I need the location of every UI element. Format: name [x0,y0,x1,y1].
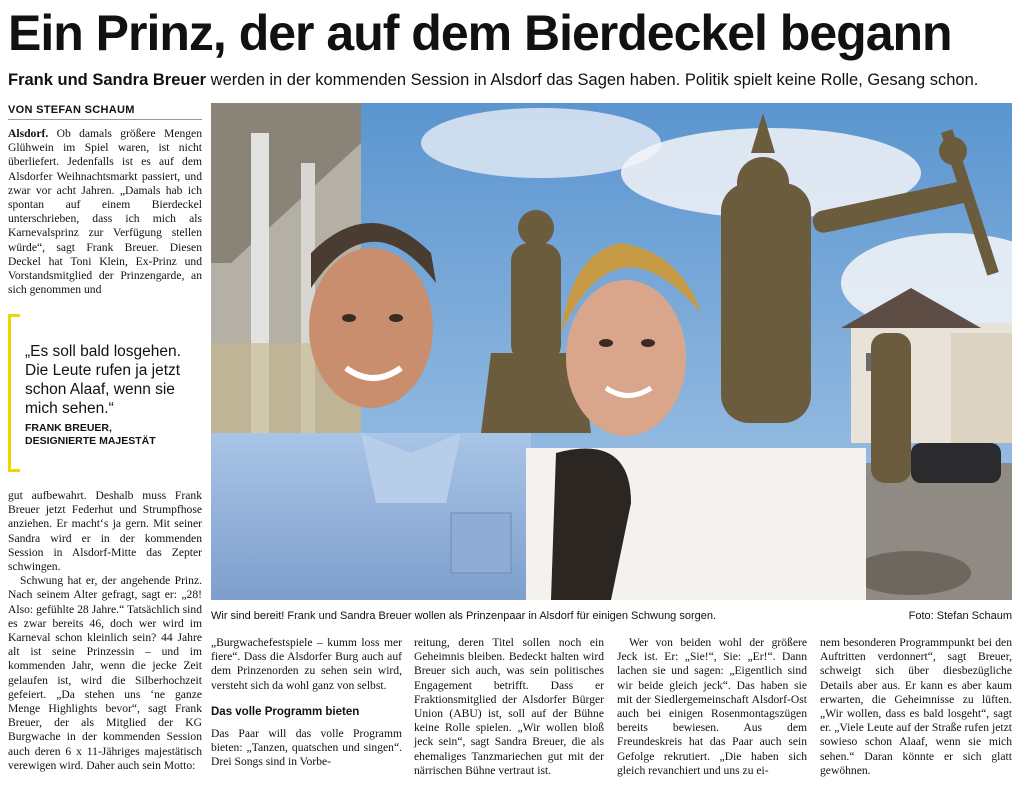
paragraph: reitung, deren Titel sollen noch ein Geheimnis bleiben. Bedeckt halten wird Breuer sich auch, was sein politisches Engagement betrifft. Dass er Fraktionsmitglied der Alsdorfer Bürger Union (ABU) ist, soll auf der Bühne keine Rolle spielen. „Wir wollen bloß jeck sein“, sagt Sandra Breuer, die als ehemaliges Tanzmariechen gut mit der närrischen Bühne vertraut ist. [414,636,604,777]
deck [8,68,1018,92]
pull-quote-author-title: DESIGNIERTE MAJESTÄT [25,435,156,447]
deck-names: Frank und Sandra Breuer [8,71,207,89]
article-photo [211,103,1012,600]
paragraph: Schwung hat er, der angehende Prinz. Nach seinem Alter gefragt, sagt er: „28! Also: gefühlte 28 Jahre.“ Tatsächlich sind es zwar bereits 46, doch wer wird im Karneval schon kleinlich sein? 44 Jahre alt ist seine Prinzessin – und im kommenden Jahr, wenn die jecke Zeit gelaufen ist, wird die Silberhochzeit gefeiert. „Da stehen uns ‘ne ganze Menge Highlights bevor“, sagt Frank Breuer, der als Mitglied der KG Burgwache in der kommenden Session auch deren 6 x 11-Jähriges majestätisch verewigen wird. Daher auch sein Motto: [8,574,202,772]
subheading: Das volle Programm bieten [211,705,360,718]
article-column-3 [414,636,604,778]
article-column-2 [211,636,402,770]
pull-quote-author [25,422,201,448]
photo-caption [211,608,1012,624]
pull-quote [8,314,205,472]
paragraph: Wer von beiden wohl der größere Jeck ist. Er: „Sie!“, Sie: „Er!“. Dann lachen sie und sagen: „Eigentlich sind wir beide gleich jeck“. Das haben sie mit der Siedlergemeinschaft Alsdorf-Ost auch bei einigen Rosenmontagszügen bereits bewiesen. Aus dem Freundeskreis hat das Paar auch sein Gefolge rekrutiert. „Die haben sich gleich revanchiert und uns zu ei- [617,636,807,777]
article-column-5 [820,636,1012,778]
paragraph: gut aufbewahrt. Deshalb muss Frank Breuer jetzt Federhut und Strumpfhose anziehen. Er macht‘s ja gern. Mit seiner Sandra wird er in der kommenden Session in Alsdorf-Mitte das Zepter schwingen. [8,489,202,574]
deck-text: werden in der kommenden Session in Alsdorf das Sagen haben. Politik spielt keine Rolle, Gesang schon. [206,71,979,89]
caption-text: Wir sind bereit! Frank und Sandra Breuer wollen als Prinzenpaar in Alsdorf für einigen Schwung sorgen. [211,610,717,622]
paragraph: Das Paar will das volle Programm bieten: „Tanzen, quatschen und singen“. Drei Songs sind in Vorbe- [211,727,402,769]
headline: Ein Prinz, der auf dem Bierdeckel begann [8,5,952,61]
byline: VON STEFAN SCHAUM [8,104,202,120]
article-text: Ob damals größere Mengen Glühwein im Spiel waren, ist nicht überliefert. Jedenfalls ist es auf dem Alsdorfer Weihnachtsmarkt passiert, und zwar vor acht Jahren. „Damals hab ich spontan auf einem Bierdeckel unterschrieben, dass ich mich als Karnevalsprinz zur Verfügung stellen würde“, sagt Frank Breuer. Diesen Deckel hat Toni Klein, Ex-Prinz und Vorstandsmitglied der Prinzengarde, an sich genommen und [8,127,202,297]
paragraph: „Burgwachefestspiele – kumm loss mer fiere“. Dass die Alsdorfer Burg auch auf dem Prinzenorden zu sehen sein wird, versteht sich da wohl ganz von selbst. [211,636,402,692]
article-column-1-bottom [8,489,202,773]
pull-quote-text: „Es soll bald losgehen. Die Leute rufen ja jetzt schon Alaaf, wenn sie mich sehen.“ [25,343,181,417]
photo-credit: Foto: Stefan Schaum [908,610,1012,622]
photo-illustration [211,103,1012,600]
dateline: Alsdorf. [8,127,49,140]
article-column-1-top [8,127,202,297]
paragraph: nem besonderen Programmpunkt bei den Auftritten verdonnert“, sagt Breuer, schweigt sich über diesbezügliche Details aber aus. Er kann es aber kaum erwarten, die Geheimnisse zu lüften. „Wir wollen, dass es bald losgeht“, sagt er. „Viele Leute auf der Straße rufen jetzt sowieso schon Alaaf, wenn sie mich sehen.“ Daran könnte er sich glatt gewöhnen. [820,636,1012,777]
article-column-4 [617,636,807,778]
pull-quote-author-name: FRANK BREUER, [25,422,112,434]
